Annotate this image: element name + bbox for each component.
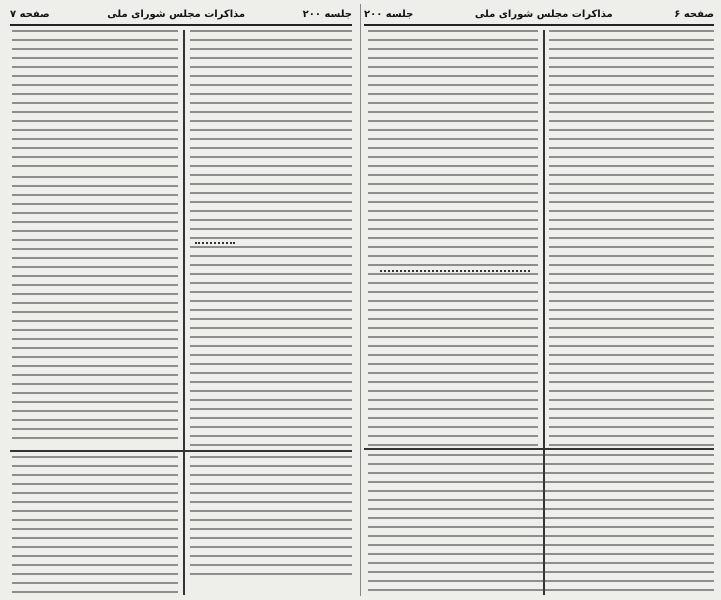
left-page-header [10,6,352,22]
right-page-bottom-text [368,454,714,594]
left-header-rule [10,24,352,26]
left-page-column-divider [183,30,185,595]
right-page-number: صفحه ۶ [674,8,714,20]
left-page-bottom-right-text [190,456,352,576]
right-page-right-column-text [549,30,714,446]
left-page-number: صفحه ۷ [10,8,50,20]
left-session-label: جلسه ۲۰۰ [302,8,352,20]
right-page-section-rule [364,448,714,450]
right-page-dotted-break [380,270,530,272]
left-page-left-column-text-1 [12,30,178,170]
right-header-rule [364,24,714,26]
left-page-dotted-break [195,242,235,244]
left-page-section-rule [10,450,352,452]
left-page-left-column-text-2 [12,176,178,446]
left-page-right-column-text [190,30,352,446]
right-page-header [364,6,714,22]
page-gutter [360,4,361,596]
left-running-title: مذاکرات مجلس شورای ملی [107,8,246,20]
right-page-left-column-text [368,30,538,446]
right-session-label: جلسه ۲۰۰ [364,8,414,20]
left-page-bottom-left-text [12,456,178,594]
right-running-title: مذاکرات مجلس شورای ملی [474,8,613,20]
